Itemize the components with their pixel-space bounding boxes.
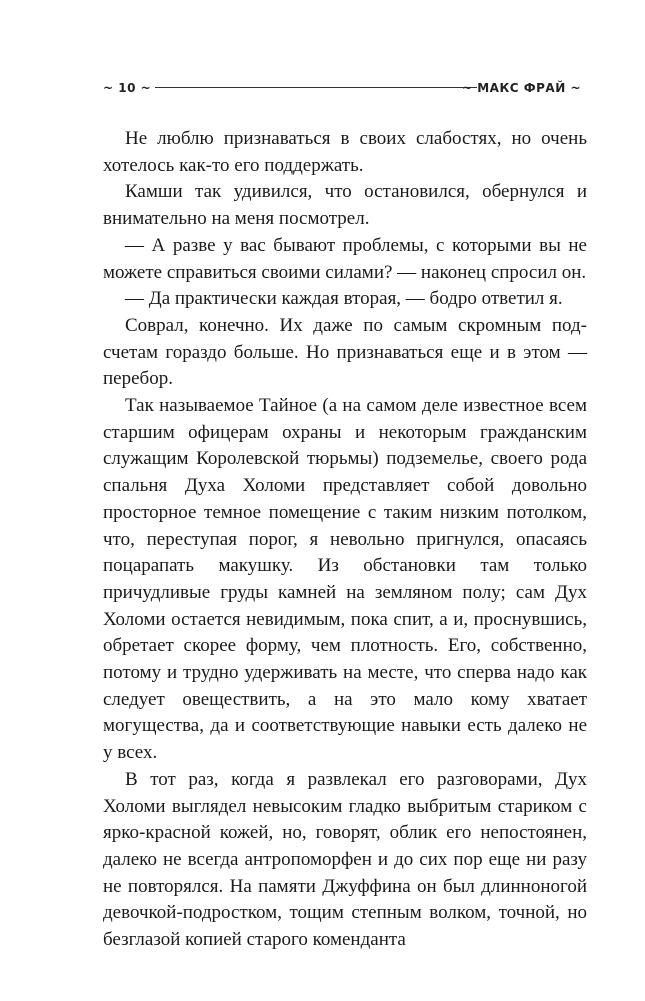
paragraph: — Да практически каждая вторая, — бодро ответил я. [125,288,563,310]
body-text [103,126,587,954]
running-header [103,80,581,96]
paragraph: Так называемое Тайное (а на самом деле известное всем старшим офицерам охраны и некоторым гражданским служащим Королевской тюрьмы) подземелье, своего рода спальня Духа Холоми представляет собой довольно просторное темное помещение с таким низким потолком, что, переступая порог, я невольно пригнулся, опасаясь поцарапать макушку. Из обстановки там только причудливые груды камней на земляном полу; сам Дух Холоми остается невидимым, пока спит, а и, проснувшись, обретает скорее форму, чем плотность. Его, собственно, потому и трудно удерживать на месте, что сперва надо как следует овеществить, а на это мало кому хватает могущества, да и соответствующие навыки есть далеко не у всех. [103,395,587,764]
page-number: ~ 10 ~ [103,81,152,95]
paragraph: Камши так удивился, что остановился, обернулся и внимательно на меня посмотрел. [103,181,587,230]
paragraph: Не люблю признаваться в своих слабостях, но очень хотелось как-то его поддержать. [103,128,587,176]
header-rule [155,87,477,88]
paragraph: В тот раз, когда я развлекал его разговорами, Дух Холоми выглядел невысоким гладко выбритым стариком с ярко-красной кожей, но, говорят, облик его непостоянен, далеко не всегда антропоморфен и до сих пор еще ни разу не повторялся. На памяти Джуффина он был длинноногой девочкой-подростком, тощим степным волком, точной, но безглазой копией старого коменданта [103,768,587,951]
author-name: ~ МАКС ФРАЙ ~ [461,81,581,95]
paragraph: — А разве у вас бывают проблемы, с которыми вы не можете справиться своими силами? — наконец спросил он. [103,234,587,283]
paragraph: Соврал, конечно. Их даже по самым скромным подсчетам гораздо больше. Но признаваться еще и в этом — перебор. [103,314,587,390]
